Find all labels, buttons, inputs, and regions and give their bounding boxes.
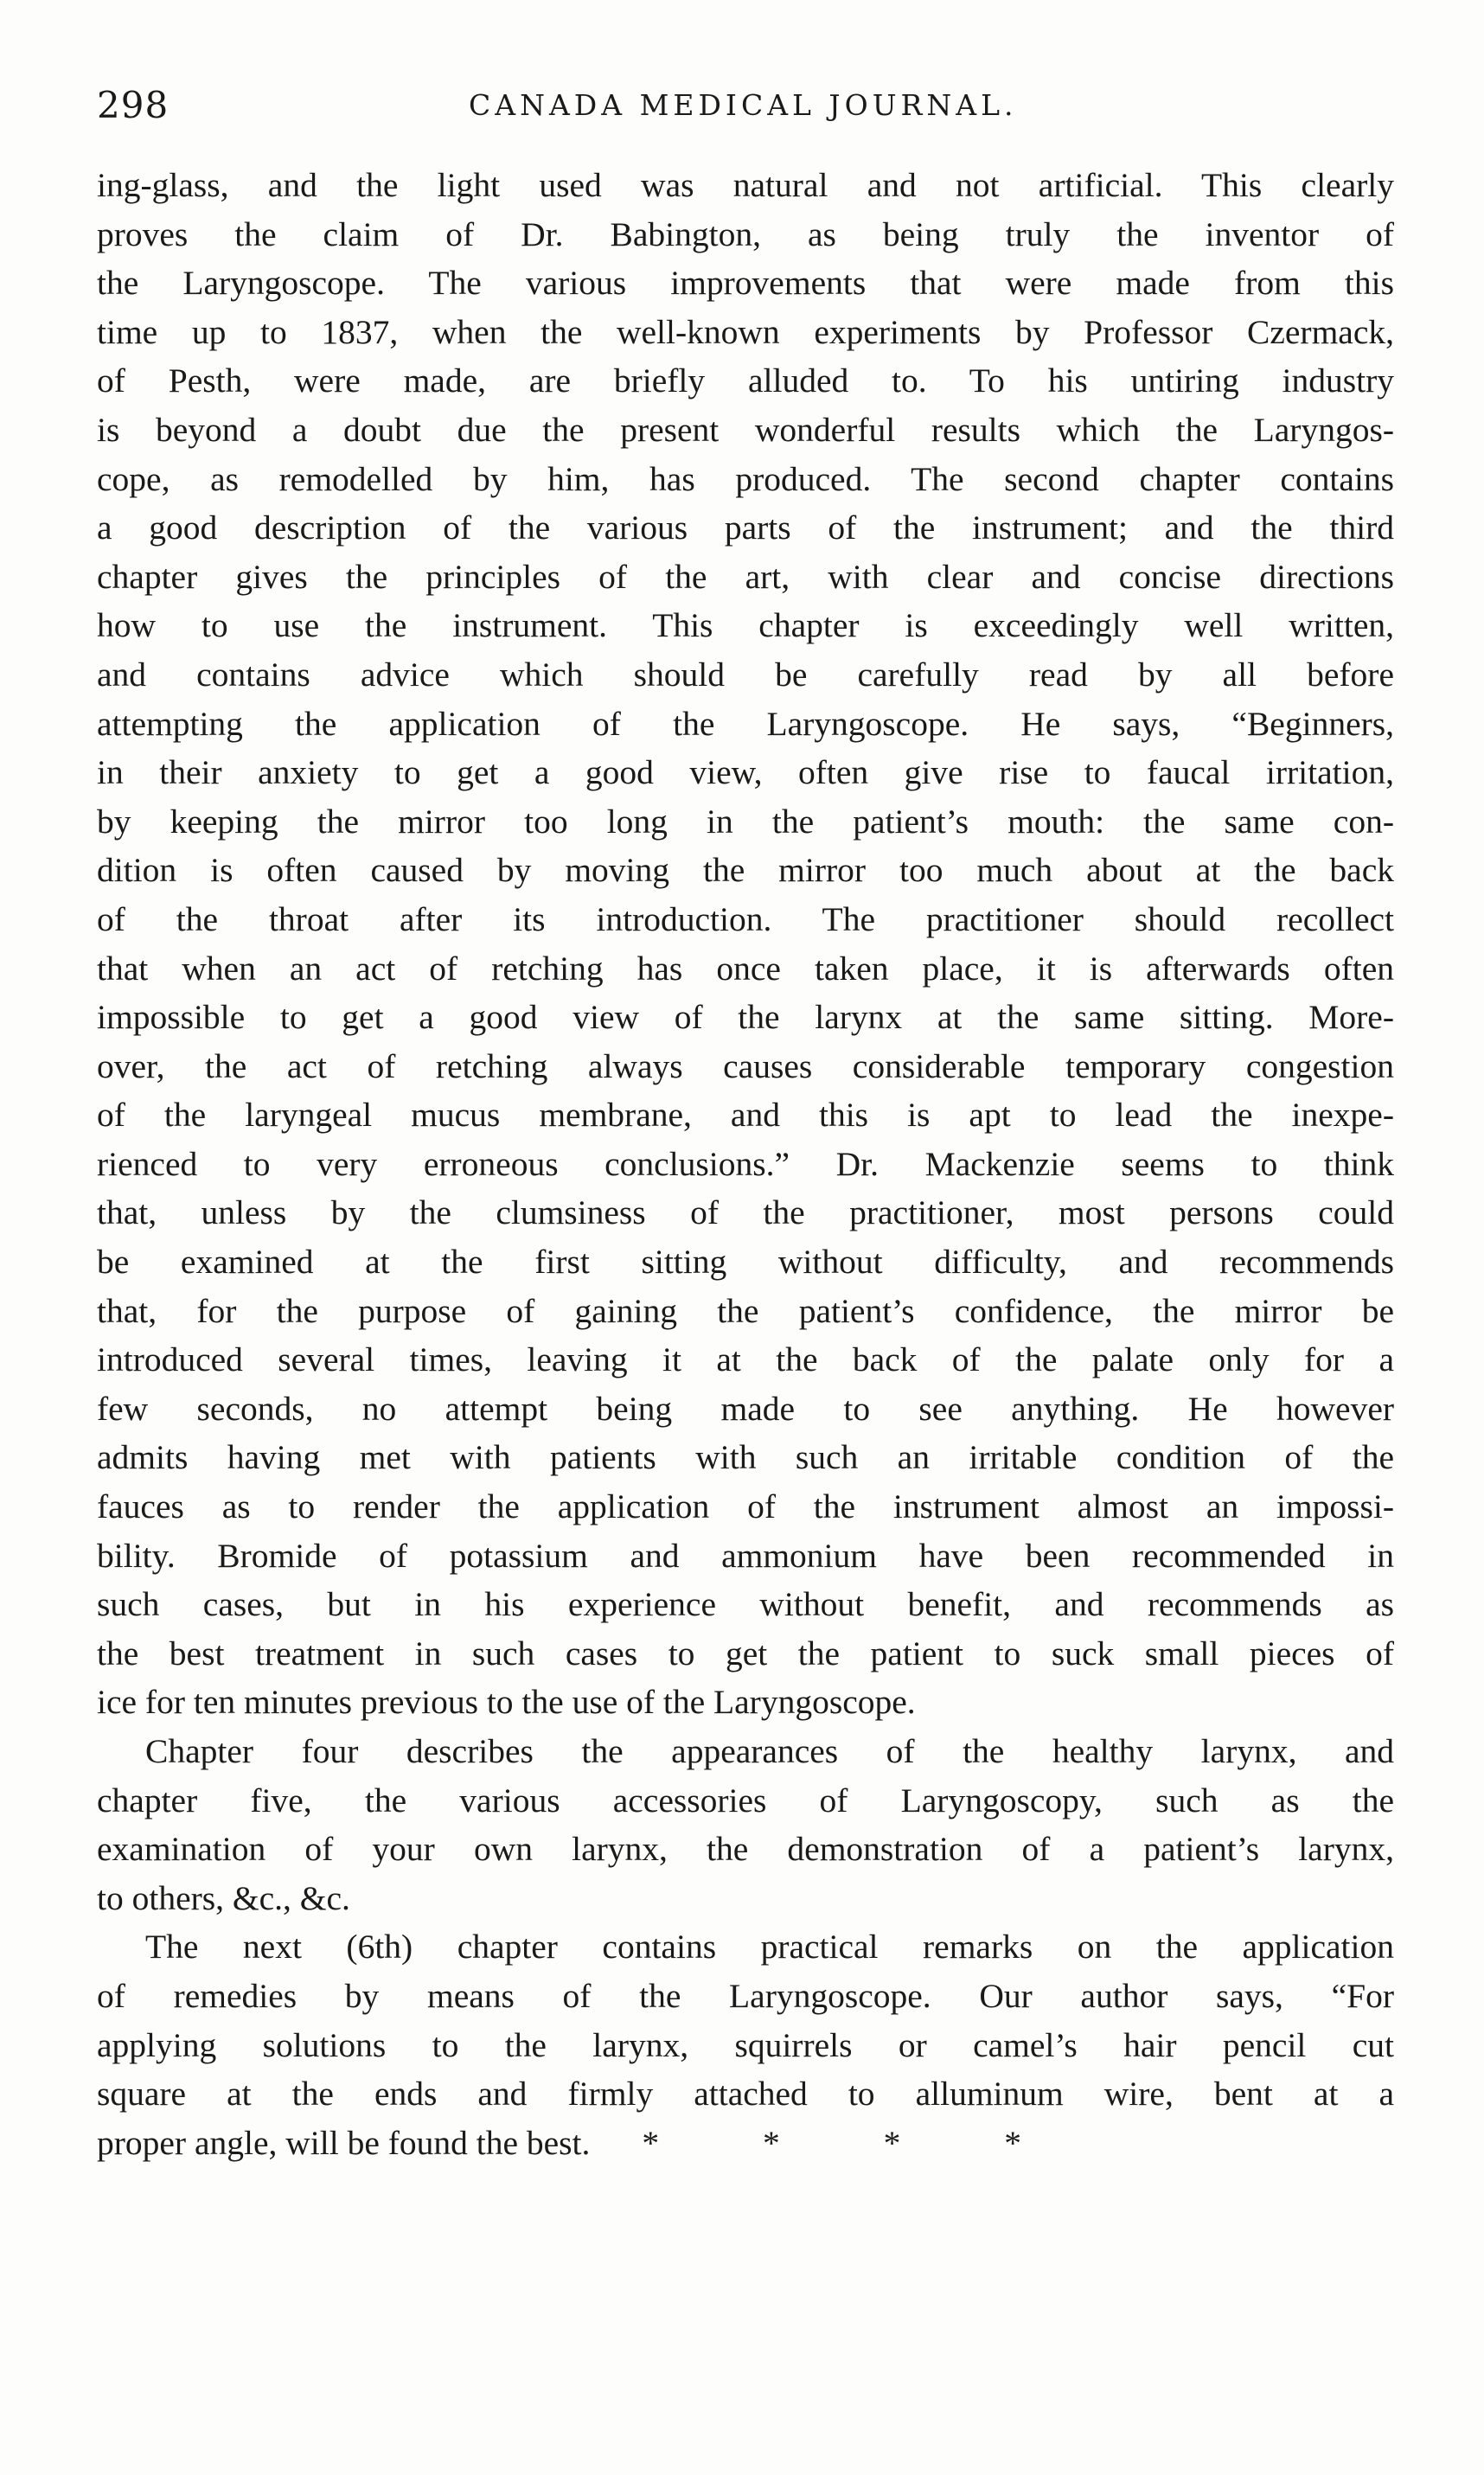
text-line: such cases, but in his experience without benefit, and recommends as — [97, 1585, 1394, 1624]
text-line: ice for ten minutes previous to the use of the Laryngoscope. — [97, 1683, 916, 1722]
text-line: Chapter four describes the appearances of the healthy larynx, and — [145, 1732, 1394, 1770]
text-line: bility. Bromide of potassium and ammonium have been recommended in — [97, 1536, 1394, 1575]
page-header — [97, 80, 1394, 131]
text-line: chapter gives the principles of the art, with clear and concise directions — [97, 557, 1394, 596]
text-line: ing-glass, and the light used was natural and not artificial. This clearly — [97, 166, 1394, 204]
text-line: fauces as to render the application of the instrument almost an impossi- — [97, 1487, 1394, 1526]
text-line: the best treatment in such cases to get the patient to suck small pieces of — [97, 1634, 1394, 1672]
text-line: that, for the purpose of gaining the patient’s confidence, the mirror be — [97, 1291, 1394, 1330]
text-line: in their anxiety to get a good view, often give rise to faucal irritation, — [97, 753, 1394, 792]
text-line: introduced several times, leaving it at the back of the palate only for a — [97, 1340, 1394, 1379]
text-line: admits having met with patients with such an irritable condition of the — [97, 1438, 1394, 1477]
text-line: cope, as remodelled by him, has produced. The second chapter contains — [97, 459, 1394, 498]
text-line: and contains advice which should be carefully read by all before — [97, 655, 1394, 694]
text-line: chapter five, the various accessories of Laryngoscopy, such as the — [97, 1781, 1394, 1819]
text-line: of the laryngeal mucus membrane, and this is apt to lead the inexpe- — [97, 1096, 1394, 1135]
text-line: The next (6th) chapter contains practical remarks on the application — [145, 1928, 1394, 1967]
text-line: that, unless by the clumsiness of the practitioner, most persons could — [97, 1193, 1394, 1232]
text-line: of Pesth, were made, are briefly alluded to. To his untiring industry — [97, 361, 1394, 400]
text-line: the Laryngoscope. The various improvements that were made from this — [97, 264, 1394, 303]
text-line: attempting the application of the Laryngoscope. He says, “Beginners, — [97, 704, 1394, 743]
text-line: by keeping the mirror too long in the patient’s mouth: the same con- — [97, 802, 1394, 841]
text-line: few seconds, no attempt being made to see anything. He however — [97, 1389, 1394, 1428]
running-head: CANADA MEDICAL JOURNAL. — [469, 88, 1018, 122]
text-line: dition is often caused by moving the mirror too much about at the back — [97, 851, 1394, 890]
text-line: how to use the instrument. This chapter is exceedingly well written, — [97, 606, 1394, 645]
text-line: a good description of the various parts of the instrument; and the third — [97, 508, 1394, 547]
ellipsis-asterisks: * * * * — [642, 2123, 1022, 2162]
text-line: over, the act of retching always causes considerable temporary congestion — [97, 1046, 1394, 1085]
text-line: of remedies by means of the Laryngoscope. Our author says, “For — [97, 1976, 1394, 2015]
text-line: to others, &c., &c. — [97, 1878, 350, 1917]
text-line: examination of your own larynx, the demonstration of a patient’s larynx, — [97, 1830, 1394, 1869]
text-line: be examined at the first sitting without difficulty, and recommends — [97, 1243, 1394, 1282]
text-line: applying solutions to the larynx, squirrels or camel’s hair pencil cut — [97, 2025, 1394, 2064]
text-line: that when an act of retching has once taken place, it is afterwards often — [97, 949, 1394, 988]
text-line: impossible to get a good view of the larynx at the same sitting. More- — [97, 998, 1394, 1037]
paragraph-continuation — [97, 161, 1394, 1727]
text-line: is beyond a doubt due the present wonderful results which the Laryngos- — [97, 410, 1394, 449]
paragraph-chapters-four-five — [97, 1727, 1394, 1922]
text-line-final — [97, 2119, 1394, 2168]
page-number: 298 — [97, 84, 170, 126]
text-line: square at the ends and firmly attached to alluminum wire, bent at a — [97, 2075, 1394, 2114]
body-text — [97, 161, 1394, 2167]
text-line: proves the claim of Dr. Babington, as being truly the inventor of — [97, 214, 1394, 253]
final-sentence: proper angle, will be found the best. — [97, 2123, 591, 2162]
text-line: of the throat after its introduction. The practitioner should recollect — [97, 899, 1394, 938]
paragraph-chapter-six — [97, 1922, 1394, 2167]
text-line: time up to 1837, when the well-known experiments by Professor Czermack, — [97, 312, 1394, 351]
text-line: rienced to very erroneous conclusions.” Dr. Mackenzie seems to think — [97, 1144, 1394, 1183]
